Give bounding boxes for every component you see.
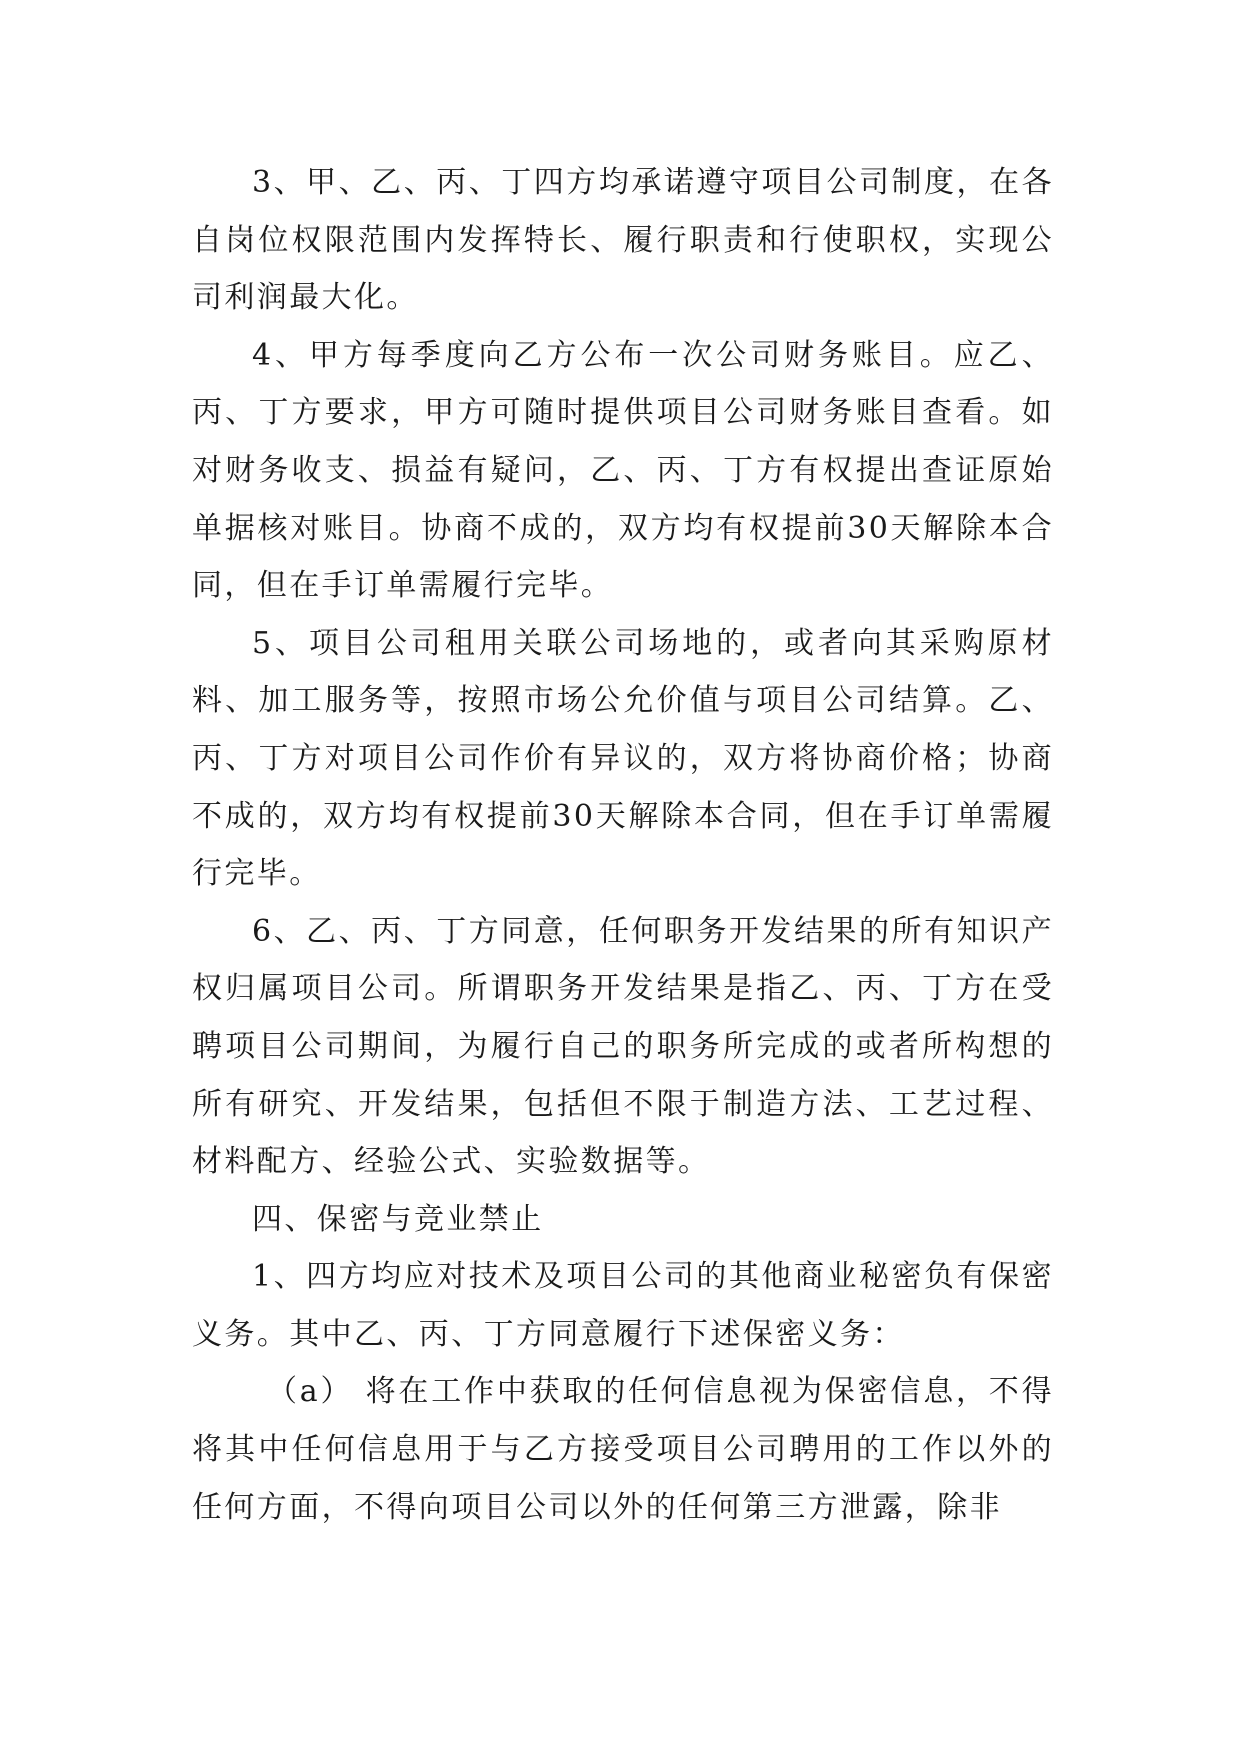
section-heading: 四、保密与竞业禁止: [252, 1201, 544, 1237]
confidentiality-clause-1-paragraph: 1、四方均应对技术及项目公司的其他商业秘密负有保密义务。其中乙、丙、丁方同意履行下述保密义务：: [192, 1259, 1054, 1352]
document-body: [192, 154, 1054, 1536]
clause-4-paragraph: 4、甲方每季度向乙方公布一次公司财务账目。应乙、丙、丁方要求，甲方可随时提供项目公司财务账目查看。如对财务收支、损益有疑问，乙、丙、丁方有权提出查证原始单据核对账目。协商不成的，双方均有权提前30天解除本合同，但在手订单需履行完毕。: [192, 337, 1054, 604]
confidentiality-item-a-paragraph: （a） 将在工作中获取的任何信息视为保密信息，不得将其中任何信息用于与乙方接受项目公司聘用的工作以外的任何方面，不得向项目公司以外的任何第三方泄露，除非: [192, 1374, 1054, 1525]
clause-6-paragraph: 6、乙、丙、丁方同意，任何职务开发结果的所有知识产权归属项目公司。所谓职务开发结果是指乙、丙、丁方在受聘项目公司期间，为履行自己的职务所完成的或者所构想的所有研究、开发结果，包括但不限于制造方法、工艺过程、材料配方、经验公式、实验数据等。: [192, 913, 1054, 1180]
clause-3-paragraph: 3、甲、乙、丙、丁四方均承诺遵守项目公司制度，在各自岗位权限范围内发挥特长、履行职责和行使职权，实现公司利润最大化。: [192, 165, 1054, 316]
clause-5-paragraph: 5、项目公司租用关联公司场地的，或者向其采购原材料、加工服务等，按照市场公允价值与项目公司结算。乙、丙、丁方对项目公司作价有异议的，双方将协商价格；协商不成的，双方均有权提前30天解除本合同，但在手订单需履行完毕。: [192, 625, 1054, 892]
